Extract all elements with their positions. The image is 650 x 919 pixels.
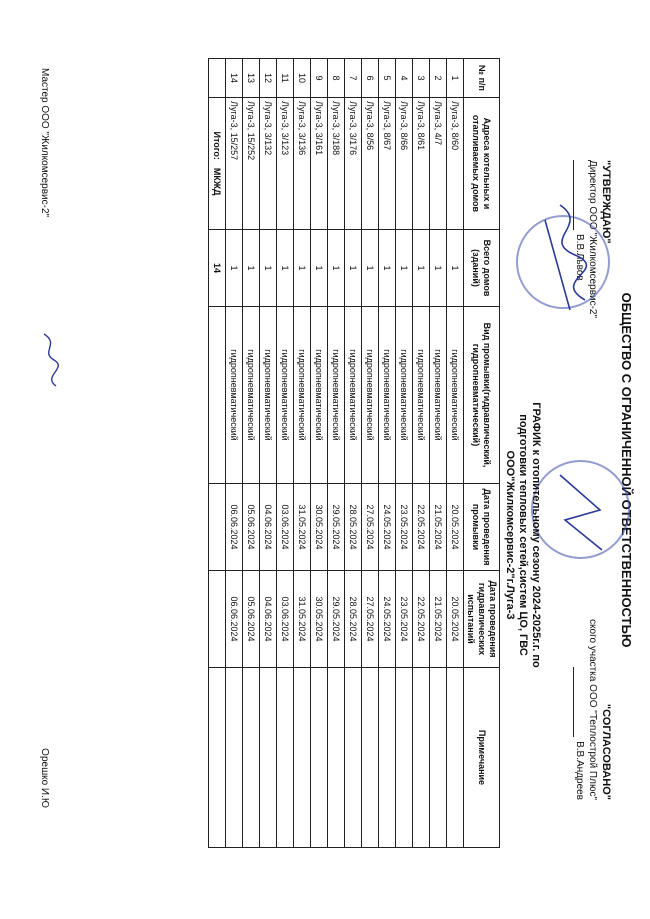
col-houses: Всего домов (зданий) [464, 230, 500, 307]
footer-name: Орешко И.Ю [39, 748, 50, 808]
cell-num: 9 [311, 59, 328, 98]
cell-test-date: 22.05.2024 [413, 571, 430, 668]
schedule-table [208, 58, 500, 848]
cell-type: гидропневматический [413, 307, 430, 484]
cell-flush-date: 21.05.2024 [430, 484, 447, 571]
cell-note [226, 668, 243, 848]
cell-flush-date: 20.05.2024 [447, 484, 464, 571]
cell-note [260, 668, 277, 848]
cell-num: 4 [396, 59, 413, 98]
table-row [379, 59, 396, 848]
col-flush-date: Дата проведения промывки [464, 484, 500, 571]
approved-position: Директор ООО "Жилкомсервис-2" [587, 160, 598, 319]
cell-num: 10 [294, 59, 311, 98]
total-count: 14 [209, 230, 226, 307]
cell-type: гидропневматический [260, 307, 277, 484]
cell-flush-date: 03.06.2024 [277, 484, 294, 571]
cell-empty [209, 571, 226, 668]
table-row [277, 59, 294, 848]
cell-address: Луга-3, 4/7 [430, 98, 447, 230]
cell-address: Луга-3, 15/252 [243, 98, 260, 230]
cell-note [328, 668, 345, 848]
table-row [362, 59, 379, 848]
cell-test-date: 31.05.2024 [294, 571, 311, 668]
cell-test-date: 03.06.2024 [277, 571, 294, 668]
cell-type: гидропневматический [345, 307, 362, 484]
table-row [413, 59, 430, 848]
cell-address: Луга-3, 8/67 [379, 98, 396, 230]
cell-type: гидропневматический [243, 307, 260, 484]
cell-num: 8 [328, 59, 345, 98]
cell-num: 13 [243, 59, 260, 98]
cell-count: 1 [277, 230, 294, 307]
cell-address: Луга-3, 8/66 [396, 98, 413, 230]
cell-count: 1 [260, 230, 277, 307]
title-line-1: ГРАФИК к отопительному сезону 2024-2025г.г. по [530, 402, 542, 668]
cell-flush-date: 31.05.2024 [294, 484, 311, 571]
signature-right-icon [550, 470, 610, 560]
cell-note [430, 668, 447, 848]
table-row [396, 59, 413, 848]
table-row [243, 59, 260, 848]
cell-note [379, 668, 396, 848]
cell-count: 1 [243, 230, 260, 307]
cell-note [311, 668, 328, 848]
cell-count: 1 [413, 230, 430, 307]
cell-test-date: 28.05.2024 [345, 571, 362, 668]
cell-flush-date: 22.05.2024 [413, 484, 430, 571]
cell-count: 1 [362, 230, 379, 307]
cell-count: 1 [226, 230, 243, 307]
cell-type: гидропневматический [294, 307, 311, 484]
cell-note [413, 668, 430, 848]
col-type: Вид промывки(гидравлический, гидропневматический) [464, 307, 500, 484]
cell-note [345, 668, 362, 848]
cell-address: Луга-3, 3/136 [294, 98, 311, 230]
cell-count: 1 [396, 230, 413, 307]
cell-count: 1 [430, 230, 447, 307]
approved-heading: "УТВЕРЖДАЮ" [600, 160, 612, 244]
agreed-position: ского участка ООО "Теплострой Плюс" [587, 619, 598, 800]
cell-type: гидропневматический [447, 307, 464, 484]
cell-note [396, 668, 413, 848]
cell-note [447, 668, 464, 848]
footer [39, 68, 50, 808]
cell-address: Луга-3, 8/60 [447, 98, 464, 230]
cell-flush-date: 30.05.2024 [311, 484, 328, 571]
title-line-3: ООО"Жилкомсервис-2"г.Луга-3 [504, 450, 516, 620]
cell-num: 14 [226, 59, 243, 98]
cell-address: Луга-3, 3/188 [328, 98, 345, 230]
document-title [503, 300, 542, 770]
total-label: Итого:МКЖД [209, 98, 226, 230]
agreed-name: В.В.Андреев [574, 741, 585, 800]
cell-type: гидропневматический [362, 307, 379, 484]
cell-note [243, 668, 260, 848]
cell-num: 12 [260, 59, 277, 98]
cell-type: гидропневматический [379, 307, 396, 484]
table-row [345, 59, 362, 848]
cell-empty [209, 668, 226, 848]
cell-type: гидропневматический [328, 307, 345, 484]
cell-flush-date: 06.06.2024 [226, 484, 243, 571]
cell-num: 3 [413, 59, 430, 98]
cell-num: 11 [277, 59, 294, 98]
cell-num: 6 [362, 59, 379, 98]
cell-num: 2 [430, 59, 447, 98]
cell-note [277, 668, 294, 848]
cell-empty [209, 59, 226, 98]
cell-address: Луга-3, 3/176 [345, 98, 362, 230]
table-row [328, 59, 345, 848]
cell-flush-date: 05.06.2024 [243, 484, 260, 571]
cell-test-date: 30.05.2024 [311, 571, 328, 668]
cell-type: гидропневматический [430, 307, 447, 484]
cell-num: 5 [379, 59, 396, 98]
col-test-date: Дата проведения гидравлических испытаний [464, 571, 500, 668]
cell-test-date: 24.05.2024 [379, 571, 396, 668]
cell-test-date: 20.05.2024 [447, 571, 464, 668]
col-note: Примечание [464, 668, 500, 848]
table-row [447, 59, 464, 848]
org-title: ОБЩЕСТВО С ОГРАНИЧЕННОЙ ОТВЕТСТВЕННОСТЬЮ [619, 292, 634, 648]
cell-flush-date: 27.05.2024 [362, 484, 379, 571]
table-body [209, 59, 464, 848]
cell-num: 1 [447, 59, 464, 98]
table-row [294, 59, 311, 848]
table-row [430, 59, 447, 848]
cell-address: Луга-3, 8/61 [413, 98, 430, 230]
cell-count: 1 [447, 230, 464, 307]
cell-address: Луга-3, 15/257 [226, 98, 243, 230]
cell-flush-date: 04.06.2024 [260, 484, 277, 571]
cell-empty [209, 484, 226, 571]
col-num: № п/п [464, 59, 500, 98]
cell-address: Луга-3, 3/132 [260, 98, 277, 230]
table-row [226, 59, 243, 848]
cell-test-date: 06.06.2024 [226, 571, 243, 668]
cell-address: Луга-3, 3/161 [311, 98, 328, 230]
cell-type: гидропневматический [396, 307, 413, 484]
signature-line [573, 667, 574, 737]
col-address: Адреса котельных и отапливаемых домов [464, 98, 500, 230]
cell-address: Луга-3, 8/56 [362, 98, 379, 230]
agreed-heading: "СОГЛАСОВАНО" [600, 703, 612, 800]
cell-flush-date: 29.05.2024 [328, 484, 345, 571]
table-row [260, 59, 277, 848]
signature-footer-icon [38, 330, 62, 390]
title-line-2: подготовки тепловых сетей,систем ЦО, ГВС [517, 414, 529, 656]
cell-num: 7 [345, 59, 362, 98]
cell-count: 1 [311, 230, 328, 307]
cell-count: 1 [345, 230, 362, 307]
cell-address: Луга-3, 3/123 [277, 98, 294, 230]
cell-note [294, 668, 311, 848]
cell-test-date: 23.05.2024 [396, 571, 413, 668]
table-header-row [464, 59, 500, 848]
cell-count: 1 [294, 230, 311, 307]
cell-test-date: 21.05.2024 [430, 571, 447, 668]
cell-count: 1 [379, 230, 396, 307]
cell-flush-date: 28.05.2024 [345, 484, 362, 571]
table-total-row [209, 59, 226, 848]
cell-test-date: 05.06.2024 [243, 571, 260, 668]
cell-type: гидропневматический [311, 307, 328, 484]
approved-name: В.В.Львов [574, 234, 585, 281]
cell-flush-date: 24.05.2024 [379, 484, 396, 571]
cell-flush-date: 23.05.2024 [396, 484, 413, 571]
cell-empty [209, 307, 226, 484]
cell-test-date: 04.06.2024 [260, 571, 277, 668]
cell-type: гидропневматический [226, 307, 243, 484]
footer-position: Мастер ООО "Жилкомсервис-2" [39, 68, 50, 218]
mkd-label: МКЖД [212, 167, 222, 196]
cell-count: 1 [328, 230, 345, 307]
cell-note [362, 668, 379, 848]
table-row [311, 59, 328, 848]
cell-type: гидропневматический [277, 307, 294, 484]
cell-test-date: 29.05.2024 [328, 571, 345, 668]
cell-test-date: 27.05.2024 [362, 571, 379, 668]
